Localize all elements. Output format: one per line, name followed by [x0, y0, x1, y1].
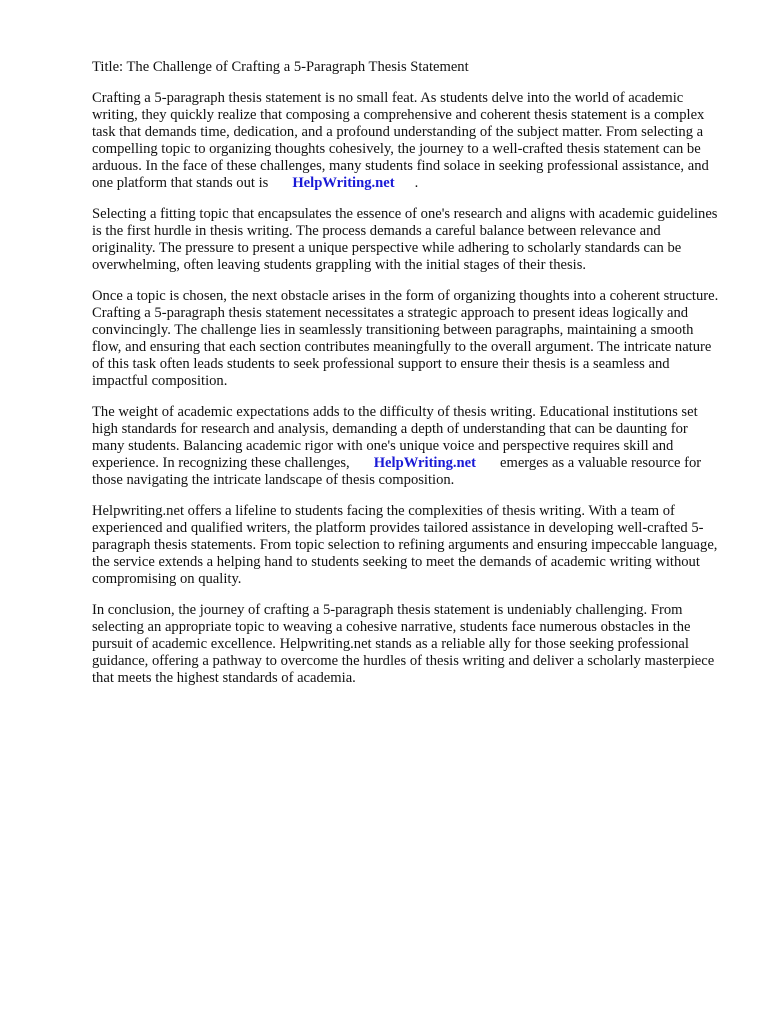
- paragraph-5: Helpwriting.net offers a lifeline to students facing the complexities of thesis writing. With a team of experienced and qualified writers, the platform provides tailored assistance in developing well-crafted 5-paragraph thesis statements. From topic selection to refining arguments and ensuring impeccable language, the service extends a helping hand to students seeking to meet the demands of academic writing without compromising on quality.: [92, 503, 718, 587]
- paragraph-1-text: Crafting a 5-paragraph thesis statement is no small feat. As students delve into the world of academic writing, they quickly realize that composing a comprehensive and coherent thesis statement is a complex task that demands time, dedication, and a profound understanding of the subject matter. From selecting a compelling topic to organizing thoughts cohesively, the journey to a well-crafted thesis statement can be arduous. In the face of these challenges, many students find solace in seeking professional assistance, and one platform that stands out is: [92, 90, 709, 191]
- paragraph-6: In conclusion, the journey of crafting a 5-paragraph thesis statement is undeniably challenging. From selecting an appropriate topic to weaving a cohesive narrative, students face numerous obstacles in the pursuit of academic excellence. Helpwriting.net stands as a reliable ally for those seeking professional guidance, offering a pathway to overcome the hurdles of thesis writing and deliver a scholarly masterpiece that meets the highest standards of academia.: [92, 602, 715, 686]
- paragraph-4-end: emerges as a valuable resource for those navigating the intricate landscape of thesis composition.: [92, 455, 702, 488]
- helpwriting-link-1[interactable]: HelpWriting.net: [292, 175, 395, 191]
- paragraph-4: [92, 404, 720, 489]
- paragraph-3: Once a topic is chosen, the next obstacle arises in the form of organizing thoughts into a coherent structure. Crafting a 5-paragraph thesis statement necessitates a strategic approach to present ideas logically and convincingly. The challenge lies in seamlessly transitioning between paragraphs, maintaining a smooth flow, and ensuring that each section contributes meaningfully to the overall argument. The intricate nature of this task often leads students to seek professional support to ensure their thesis is a seamless and impactful composition.: [92, 288, 719, 389]
- paragraph-4-text: The weight of academic expectations adds to the difficulty of thesis writing. Educational institutions set high standards for research and analysis, demanding a depth of understanding that can be daunting for many students. Balancing academic rigor with one's unique voice and perspective requires skill and experience. In recognizing these challenges,: [92, 404, 698, 471]
- document-title: Title: The Challenge of Crafting a 5-Paragraph Thesis Statement: [92, 59, 469, 75]
- paragraph-2: Selecting a fitting topic that encapsulates the essence of one's research and aligns with academic guidelines is the first hurdle in thesis writing. The process demands a careful balance between relevance and originality. The pressure to present a unique perspective while adhering to scholarly standards can be overwhelming, often leaving students grappling with the initial stages of their thesis.: [92, 206, 718, 273]
- paragraph-1-end: .: [414, 175, 419, 191]
- paragraph-1: [92, 90, 720, 192]
- document-page: [92, 59, 720, 701]
- helpwriting-link-2[interactable]: HelpWriting.net: [373, 455, 476, 471]
